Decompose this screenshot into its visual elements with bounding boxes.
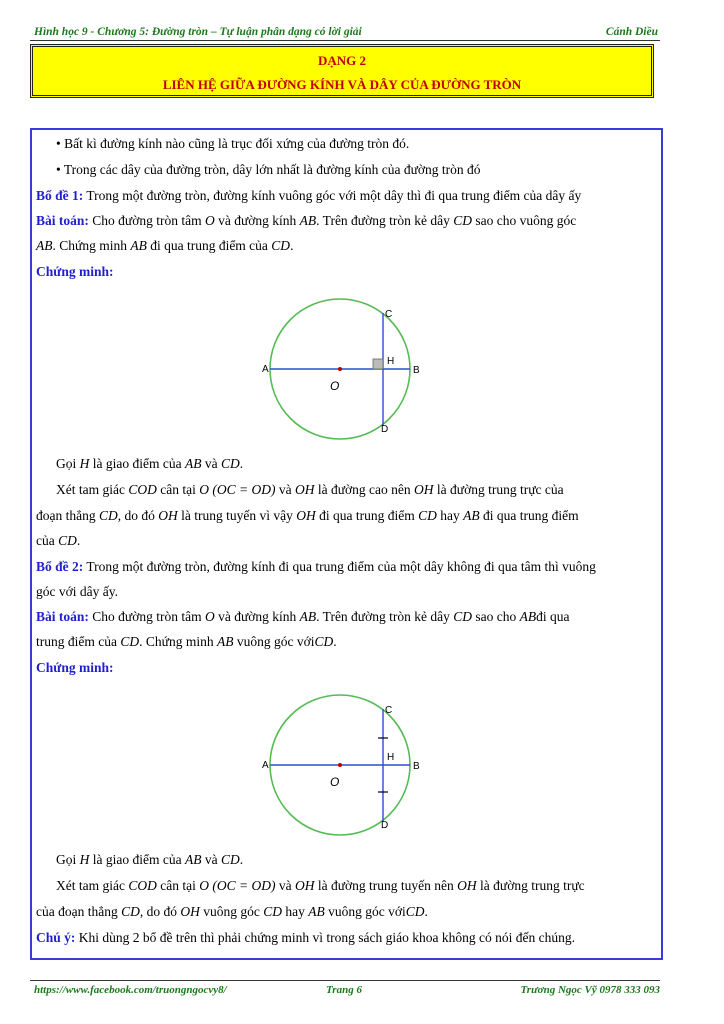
problem-2-line-2: trung điểm của CD. Chứng minh AB vuông góc vớiCD.	[36, 634, 337, 649]
problem-1-line-2: AB. Chứng minh AB đi qua trung điểm của CD.	[36, 238, 294, 253]
circle-diagram-1	[250, 296, 430, 441]
label-c: C	[385, 705, 393, 716]
problem-1-label: Bài toán:	[36, 213, 89, 228]
banner-subtitle: LIÊN HỆ GIỮA ĐƯỜNG KÍNH VÀ DÂY CỦA ĐƯỜNG TRÒN	[162, 77, 522, 92]
label-o: O	[330, 379, 340, 393]
label-d: D	[381, 820, 389, 831]
lemma-1-label: Bổ đề 1:	[36, 188, 84, 203]
proof-1-line-2: Xét tam giác COD cân tại O (OC = OD) và OH là đường cao nên OH là đường trung trực của	[56, 482, 564, 497]
lemma-2-text: Trong một đường tròn, đường kính đi qua trung điểm của một dây không đi qua tâm thì vuông	[83, 559, 596, 574]
section-banner	[30, 44, 654, 98]
label-c: C	[385, 309, 393, 320]
footer-author: Trương Ngọc Vỹ 0978 333 093	[520, 984, 660, 996]
center-point	[338, 763, 342, 767]
label-b: B	[413, 761, 420, 772]
footer-divider	[30, 980, 660, 981]
page-number: Trang 6	[326, 984, 362, 996]
proof-2-line-3: của đoạn thẳng CD, do đó OH vuông góc CD hay AB vuông góc vớiCD.	[36, 904, 428, 919]
label-d: D	[381, 424, 389, 435]
proof-1-line-1: Gọi H là giao điểm của AB và CD.	[56, 456, 244, 471]
label-h: H	[387, 752, 395, 763]
label-b: B	[413, 365, 420, 376]
center-point	[338, 367, 342, 371]
proof-1-line-4: của CD.	[36, 533, 81, 548]
header-book: Cánh Diều	[605, 26, 658, 38]
lemma-1	[36, 188, 581, 204]
problem-2-line-1: Bài toán: Cho đường tròn tâm O và đường kính AB. Trên đường tròn kẻ dây CD sao cho ABđi qua	[36, 609, 570, 624]
proof-2-label: Chứng minh:	[36, 660, 114, 675]
right-angle-mark	[373, 359, 383, 369]
lemma-1-text: Trong một đường tròn, đường kính vuông góc với một dây thì đi qua trung điểm của dây ấy	[83, 188, 582, 203]
note	[36, 930, 575, 946]
problem-2-label: Bài toán:	[36, 609, 89, 624]
header-divider	[30, 40, 660, 41]
lemma-2	[36, 559, 596, 575]
problem-1-line-1: Bài toán: Cho đường tròn tâm O và đường kính AB. Trên đường tròn kẻ dây CD sao cho vuông góc	[36, 213, 577, 228]
banner-title: DẠNG 2	[317, 53, 367, 68]
lemma-2-cont: góc với dây ấy.	[36, 584, 118, 599]
label-o: O	[330, 775, 340, 789]
label-a: A	[262, 364, 269, 375]
bullet-2: • Trong các dây của đường tròn, dây lớn nhất là đường kính của đường tròn đó	[56, 162, 481, 177]
proof-2-line-1: Gọi H là giao điểm của AB và CD.	[56, 852, 244, 867]
proof-1-label: Chứng minh:	[36, 264, 114, 279]
circle-diagram-2	[250, 692, 430, 837]
proof-1-line-3: đoạn thẳng CD, do đó OH là trung tuyến vì vậy OH đi qua trung điểm CD hay AB đi qua trung điểm	[36, 508, 579, 523]
note-text: Khi dùng 2 bổ đề trên thì phải chứng minh vì trong sách giáo khoa không có nói đến chúng.	[75, 930, 575, 945]
header-title: Hình học 9 - Chương 5: Đường tròn – Tự luận phân dạng có lời giải	[34, 26, 362, 38]
note-label: Chú ý:	[36, 930, 76, 945]
footer-link[interactable]: https://www.facebook.com/truongngocvy8/	[34, 984, 227, 996]
lemma-2-label: Bổ đề 2:	[36, 559, 84, 574]
proof-2-line-2: Xét tam giác COD cân tại O (OC = OD) và OH là đường trung tuyến nên OH là đường trung trực	[56, 878, 585, 893]
label-h: H	[387, 356, 395, 367]
bullet-1: • Bất kì đường kính nào cũng là trục đối xứng của đường tròn đó.	[56, 136, 410, 151]
label-a: A	[262, 760, 269, 771]
